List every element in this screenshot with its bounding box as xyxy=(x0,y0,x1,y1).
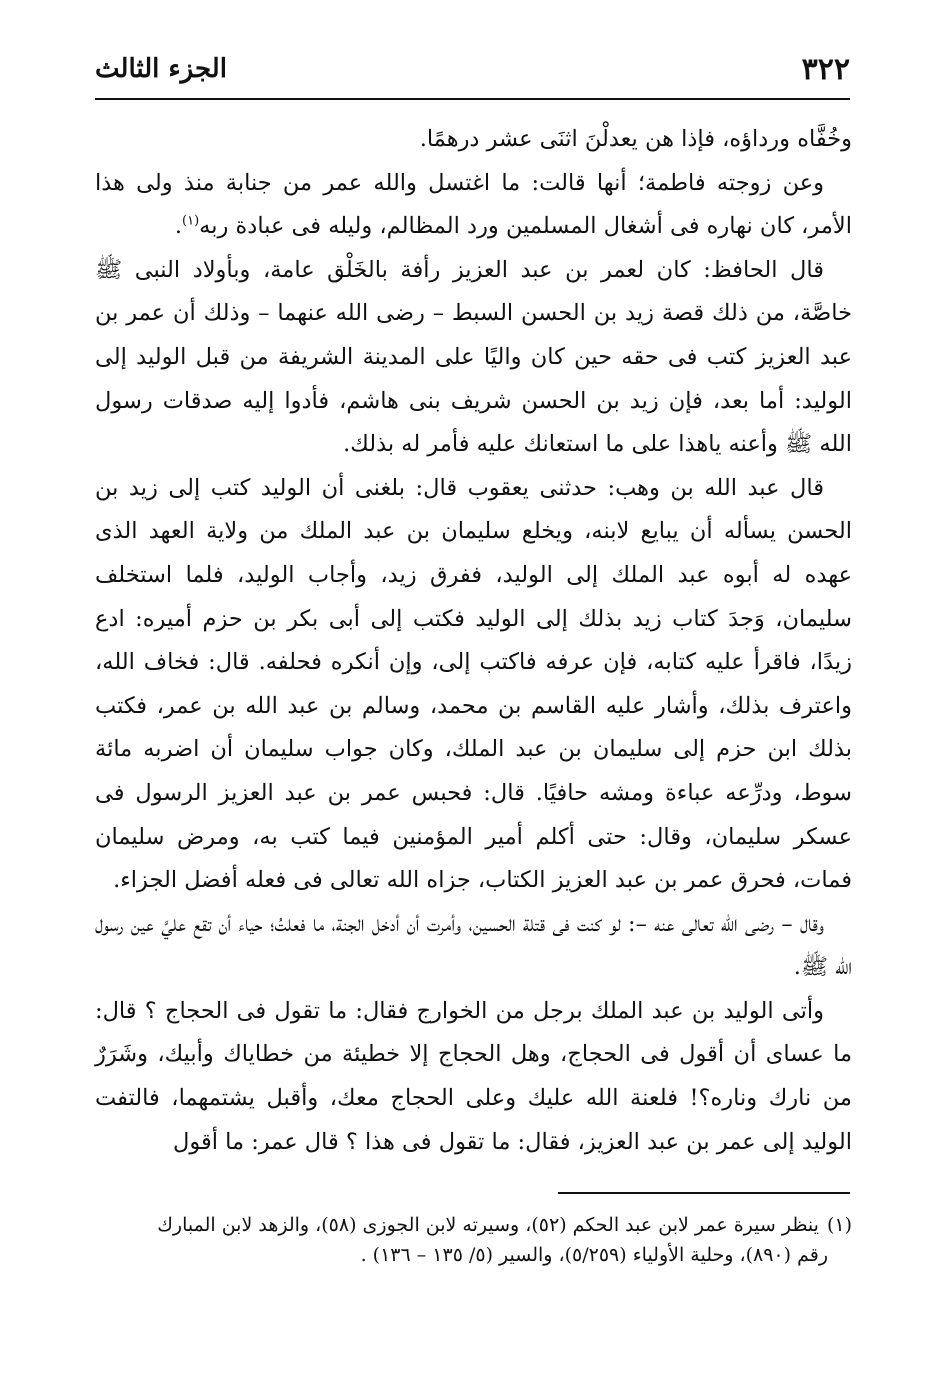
footnote-text-2: رقم (٨٩٠)، وحلية الأولياء (٥/٢٥٩)، والسير (٥/ ١٣٥ – ١٣٦) . xyxy=(360,1244,828,1266)
paragraph: قال الحافظ: كان لعمر بن عبد العزيز رأفة بالخَلْق عامة، وبأولاد النبى ﷺ خاصَّة، من ذلك قصة زيد بن الحسن السبط – رضى الله عنهما – وذلك أن عمر بن عبد العزيز كتب فى حقه حين كان واليًا على المدينة الشريفة من قبل الوليد إلى الوليد: أما بعد، فإن زيد بن الحسن شريف بنى هاشم، فأدوا إليه صدقات رسول الله ﷺ وأعنه ياهذا على ما استعانك عليه فأمر له بذلك. xyxy=(95,256,852,458)
paragraph-end: . xyxy=(174,213,183,240)
main-text xyxy=(95,118,852,1164)
footnote-divider xyxy=(558,1192,850,1194)
footnote-text-1: ينظر سيرة عمر لابن عبد الحكم (٥٢)، وسيرته لابن الجوزى (٥٨)، والزهد لابن المبارك xyxy=(157,1214,819,1236)
paragraph: وقال – رضى الله تعالى عنه –: لو كنت فى قتلة الحسين، وأمرت أن أدخل الجنة، ما فعلتُ؛ حياء أن تقع عليَّ عين رسول الله ﷺ. xyxy=(95,910,852,981)
footnote-line xyxy=(95,1240,852,1270)
paragraph-text: وعن زوجته فاطمة؛ أنها قالت: ما اغتسل والله عمر من جنابة منذ ولى هذا الأمر، كان نهاره فى أشغال المسلمين ورد المظالم، وليله فى عبادة ربه xyxy=(95,169,852,240)
footnote-number: (١) xyxy=(826,1214,852,1236)
paragraph: وخُفَّاه ورداؤه، فإذا هن يعدلْنَ اثنَى عشر درهمًا. xyxy=(419,126,852,152)
page-number: ٣٢٢ xyxy=(801,52,850,87)
page-header xyxy=(95,48,850,100)
footnote-line xyxy=(95,1210,852,1240)
footnote-ref: (١) xyxy=(182,213,200,229)
running-title: الجزء الثالث xyxy=(95,54,227,84)
paragraph: وأتى الوليد بن عبد الملك برجل من الخوارج فقال: ما تقول فى الحجاج ؟ قال: ما عساى أن أقول فى الحجاج، وهل الحجاج إلا خطيئة من خطاياك وأبيك، وشَرَرٌ من نارك وناره؟! فلعنة الله عليك وعلى الحجاج معك، وأقبل يشتمهما، فالتفت الوليد إلى عمر بن عبد العزيز، فقال: ما تقول فى هذا ؟ قال عمر: ما أقول xyxy=(95,997,852,1155)
footnote xyxy=(95,1210,852,1270)
paragraph xyxy=(95,162,852,249)
paragraph: قال عبد الله بن وهب: حدثنى يعقوب قال: بلغنى أن الوليد كتب إلى زيد بن الحسن يسأله أن يبايع لابنه، ويخلع سليمان بن عبد الملك من ولاية العهد الذى عهده له أبوه عبد الملك إلى الوليد، ففرق زيد، وأجاب الوليد، فلما استخلف سليمان، وَجدَ كتاب زيد بذلك إلى الوليد فكتب إلى أبى بكر بن حزم أميره: ادع زيدًا، فاقرأ عليه كتابه، فإن عرفه فاكتب إلى، وإن أنكره فحلفه. قال: فخاف الله، واعترف بذلك، وأشار عليه القاسم بن محمد، وسالم بن عبد الله بن عمر، فكتب بذلك ابن حزم إلى سليمان بن عبد الملك، وكان جواب سليمان أن اضربه مائة سوط، ودرِّعه عباءة ومشه حافيًا. قال: فحبس عمر بن عبد العزيز الرسول فى عسكر سليمان، وقال: حتى أكلم أمير المؤمنين فيما كتب به، ومرض سليمان فمات، فحرق عمر بن عبد العزيز الكتاب، جزاه الله تعالى فى فعله أفضل الجزاء. xyxy=(95,474,852,894)
